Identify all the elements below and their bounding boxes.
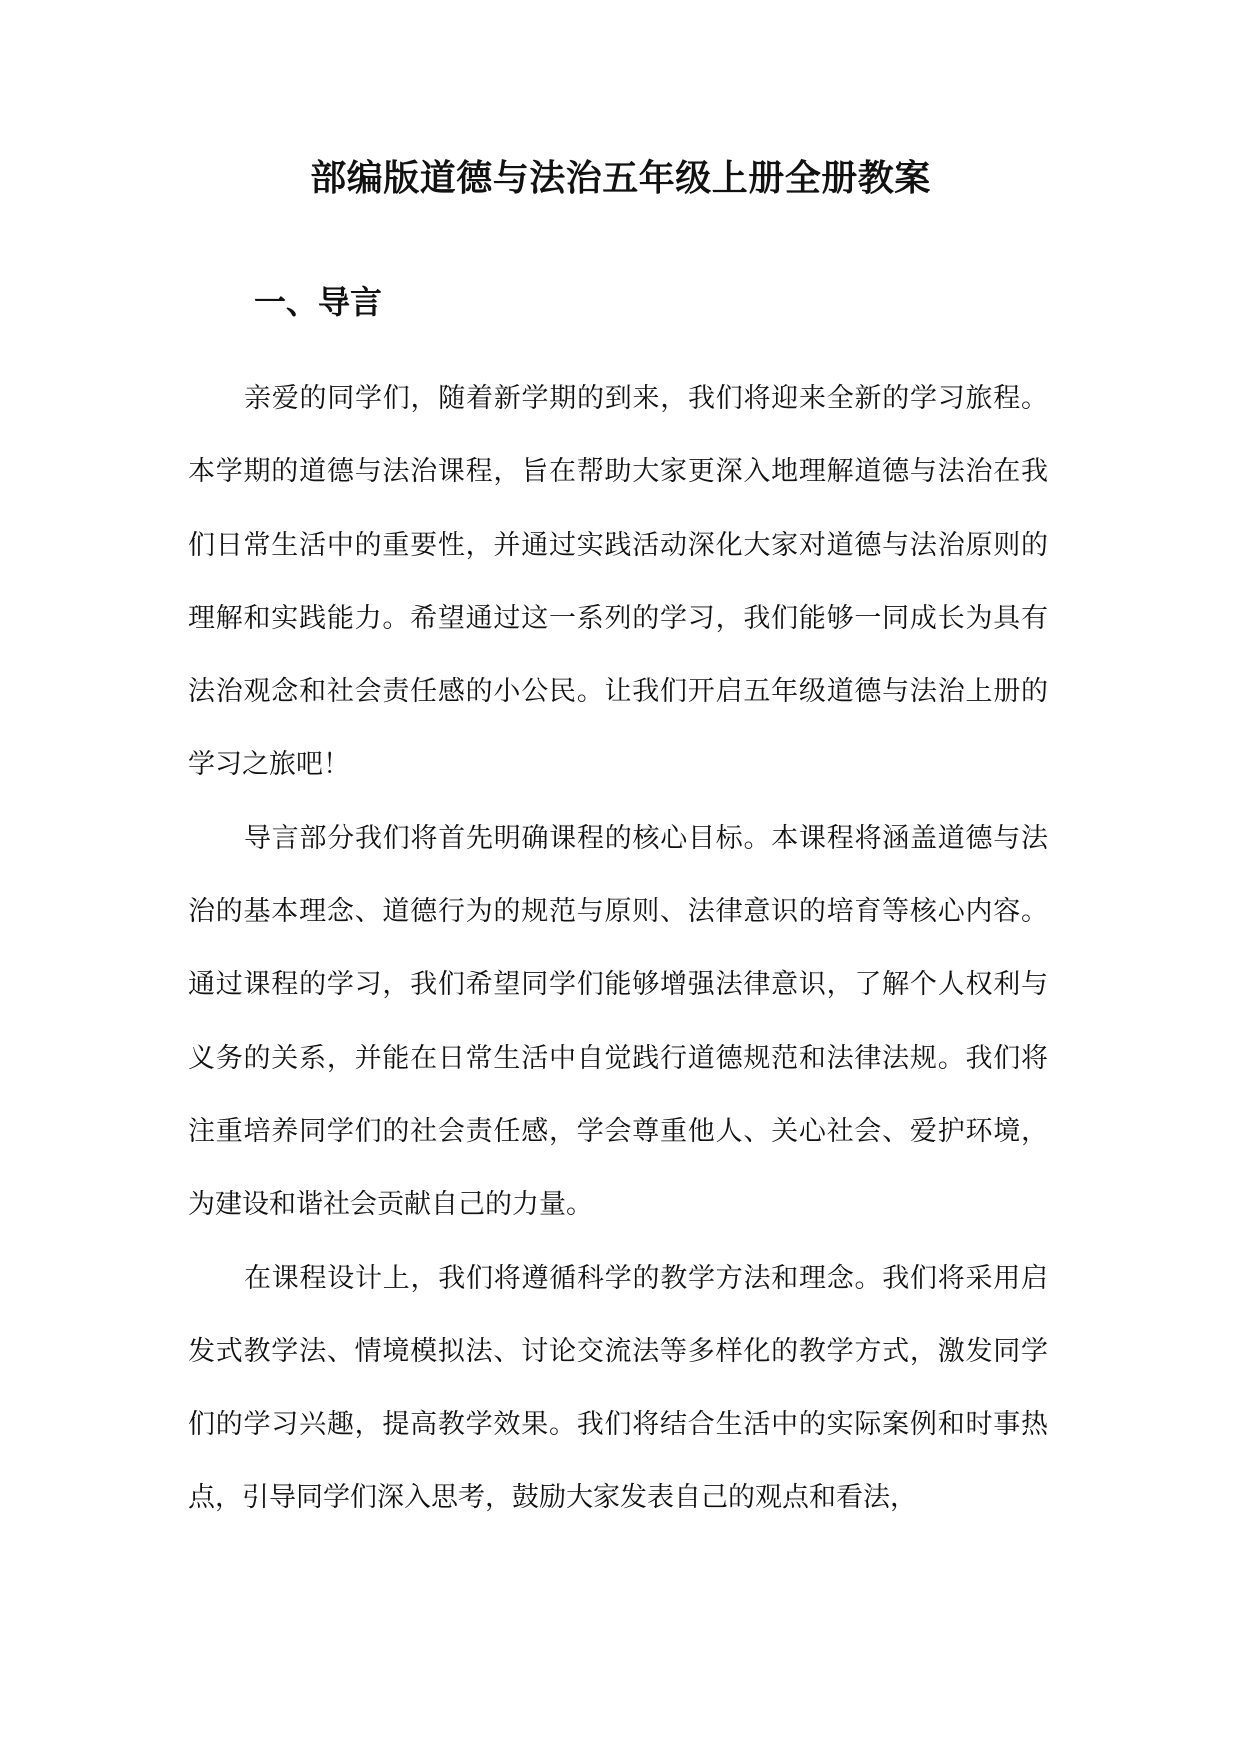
paragraph-1: 亲爱的同学们，随着新学期的到来，我们将迎来全新的学习旅程。本学期的道德与法治课程，旨在帮助大家更深入地理解道德与法治在我们日常生活中的重要性，并通过实践活动深化大家对道德与法治原则的理解和实践能力。希望通过这一系列的学习，我们能够一同成长为具有法治观念和社会责任感的小公民。让我们开启五年级道德与法治上册的学习之旅吧！: [188, 383, 1048, 781]
section-heading-introduction: 一、导言: [254, 283, 383, 321]
document-title: 部编版道德与法治五年级上册全册教案: [310, 157, 931, 199]
document-body: [188, 362, 1048, 1535]
paragraph-2: 导言部分我们将首先明确课程的核心目标。本课程将涵盖道德与法治的基本理念、道德行为的规范与原则、法律意识的培育等核心内容。通过课程的学习，我们希望同学们能够增强法律意识，了解个人权利与义务的关系，并能在日常生活中自觉践行道德规范和法律法规。我们将注重培养同学们的社会责任感，学会尊重他人、关心社会、爱护环境，为建设和谐社会贡献自己的力量。: [188, 822, 1048, 1221]
paragraph-3: 在课程设计上，我们将遵循科学的教学方法和理念。我们将采用启发式教学法、情境模拟法、讨论交流法等多样化的教学方式，激发同学们的学习兴趣，提高教学效果。我们将结合生活中的实际案例和时事热点，引导同学们深入思考，鼓励大家发表自己的观点和看法，: [188, 1262, 1048, 1514]
